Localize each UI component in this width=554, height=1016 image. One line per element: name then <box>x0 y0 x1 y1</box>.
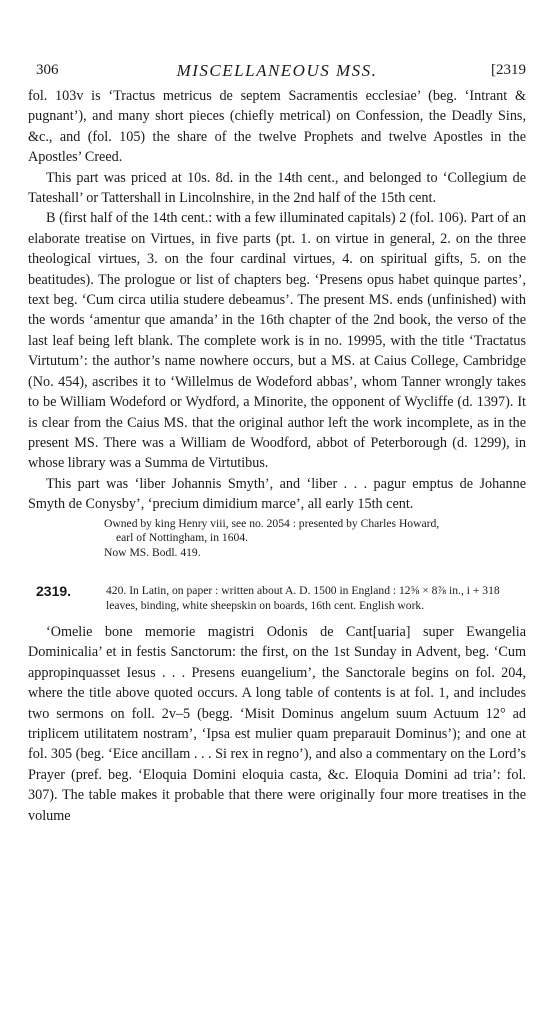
provenance-note <box>104 517 526 561</box>
entry-description: 420. In Latin, on paper : written about A. D. 1500 in England : 12⅝ × 8⅞ in., i + 318 leaves, binding, white sheepskin on boards, 16th cent. English work. <box>106 584 500 612</box>
paragraph-continuation: fol. 103v is ‘Tractus metricus de septem Sacramentis ecclesiae’ (beg. ‘Intrant & pugnant’), and many short pieces (chiefly metrical) on Confession, the Deadly Sins, &c., and (fol. 105) the share of the twelve Prophets and twelve Apostles in the Apostles’ Creed. <box>28 88 526 166</box>
catalogue-entry <box>28 584 526 613</box>
running-header <box>28 62 526 86</box>
page-number: 306 <box>36 62 59 78</box>
page-title: MISCELLANEOUS MSS. <box>176 61 378 80</box>
paragraph-ownership: This part was ‘liber Johannis Smyth’, and ‘liber . . . pagur emptus de Johanne Smyth de Conysby’, ‘precium dimidium marce’, all early 15th cent. <box>28 475 526 513</box>
provenance-line-2: earl of Nottingham, in 1604. <box>116 531 249 545</box>
provenance-line-1: Owned by king Henry viii, see no. 2054 : presented by Charles Howard, <box>104 516 440 530</box>
shelfmark: Now MS. Bodl. 419. <box>104 545 201 559</box>
entry-body <box>28 622 526 826</box>
entry-number: 2319. <box>36 583 72 600</box>
paragraph-price: This part was priced at 10s. 8d. in the 14th cent., and belonged to ‘Collegium de Tateshall’ or Tattershall in Lincolnshire, in the 2nd half of the 15th cent. <box>28 169 526 207</box>
entry-signature: [2319 <box>491 62 526 78</box>
paragraph-omelie: ‘Omelie bone memorie magistri Odonis de Cant[uaria] super Ewangelia Dominicalia’ et in festis Sanctorum: the first, on the 1st Sunday in Advent, beg. ‘Cum appropinquasset Iesus . . . Presens euangelium’, the Sanctorale begins on fol. 204, where the title above quoted occurs. A long table of contents is at fol. 1, and includes two sermons on foll. 2v–5 (begg. ‘Misit Dominus angelum suum Actuum 12° ad triplicem utilitatem nostram’, ‘Ipsa est mulier quam preparauit Dominus’); and one at fol. 305 (beg. ‘Eice ancillam . . . Si rex in regno’), and also a commentary on the Lord’s Prayer (pref. beg. ‘Eloquia Domini eloquia casta, &c. Eloquia Domini ad tria’: fol. 307). The table makes it probable that there were originally four more treatises in the volume <box>28 624 526 824</box>
page <box>28 62 526 826</box>
paragraph-part-b: B (first half of the 14th cent.: with a few illuminated capitals) 2 (fol. 106). Part of an elaborate treatise on Virtues, in five parts (pt. 1. on virtue in general, 2. on the three theological virtues, 3. on the four cardinal virtues, 4. on spiritual gifts, 5. on the beatitudes). The prologue or list of chapters beg. ‘Presens opus habet quinque partes’, text beg. ‘Cum circa utilia studere debeamus’. The present MS. ends (unfinished) with the words ‘amentur que amanda’ in the 16th chapter of the 2nd book, the verso of the last leaf being left blank. The complete work is in no. 19995, with the title ‘Tractatus Virtutum’: the author’s name nowhere occurs, but a MS. at Caius College, Cambridge (No. 454), ascribes it to ‘Willelmus de Wodeford abbas’, whom Tanner wrongly takes to be William Wodeford or Wydford, a Minorite, the opponent of Wycliffe (d. 1397). It is clear from the Caius MS. that the original author left the work incomplete, as in the present MS. There was a William de Woodford, abbot of Peterborough (d. 1299), in whose library was a Summa de Virtutibus. <box>28 210 526 472</box>
